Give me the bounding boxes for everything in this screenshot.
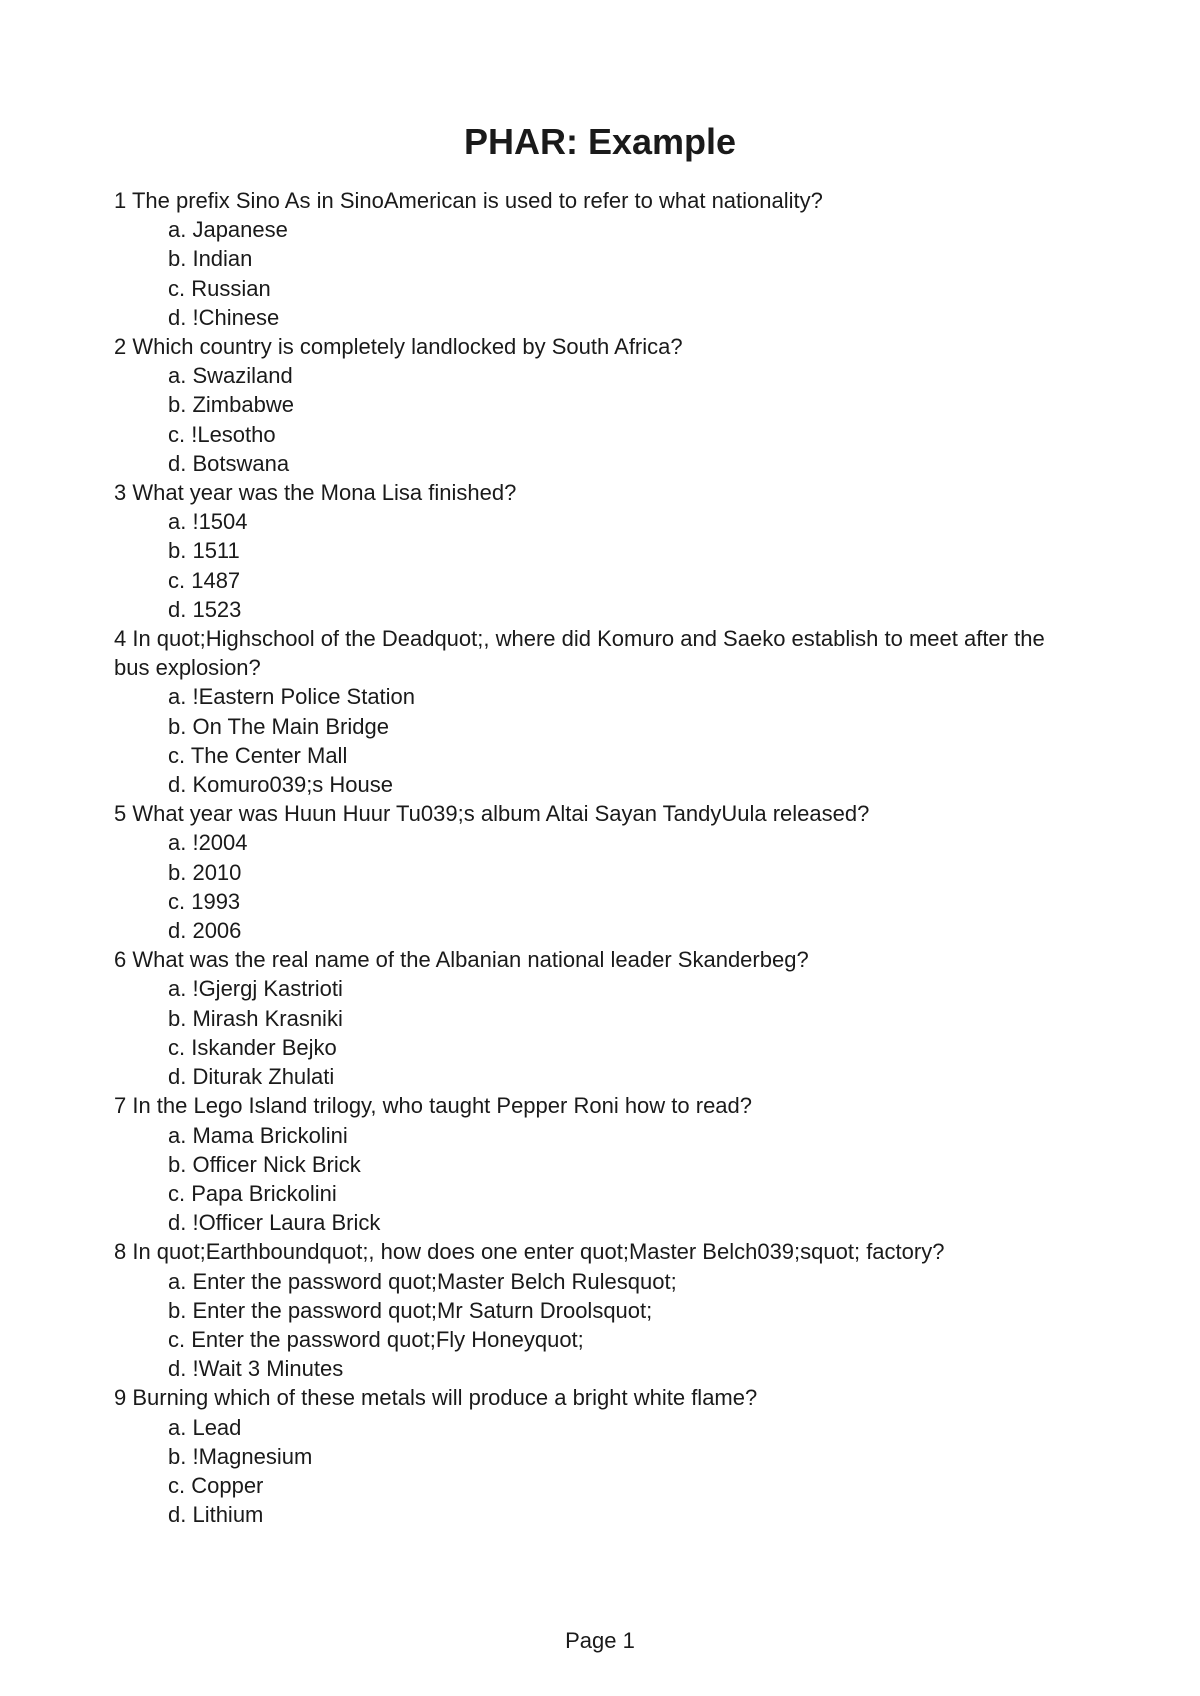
question-text: 8 In quot;Earthboundquot;, how does one enter quot;Master Belch039;squot; factory?: [114, 1239, 945, 1265]
option-c: c. The Center Mall: [168, 742, 348, 768]
question-text: 1 The prefix Sino As in SinoAmerican is used to refer to what nationality?: [114, 188, 823, 213]
option-b: b. Indian: [168, 246, 253, 272]
option-list: [114, 682, 1074, 799]
question-6: [114, 945, 1074, 1091]
option-a: a. Lead: [168, 1414, 242, 1440]
question-text: 9 Burning which of these metals will produce a bright white flame?: [114, 1385, 758, 1411]
question-2: [114, 332, 1074, 478]
option-a: a. !1504: [168, 509, 248, 535]
option-d: d. Botswana: [168, 450, 290, 476]
question-3: [114, 478, 1074, 624]
option-c: c. 1993: [168, 888, 241, 914]
page-number: Page 1: [565, 1628, 635, 1653]
option-d: d. !Wait 3 Minutes: [168, 1356, 344, 1382]
option-d: d. 2006: [168, 918, 242, 944]
option-list: [114, 1267, 1074, 1384]
option-a: a. !Eastern Police Station: [168, 684, 416, 710]
question-text: 6 What was the real name of the Albanian national leader Skanderbeg?: [114, 947, 809, 973]
option-b: b. 1511: [168, 538, 240, 564]
question-7: [114, 1091, 1074, 1237]
question-text: 4 In quot;Highschool of the Deadquot;, where did Komuro and Saeko establish to meet after the bus explosion?: [114, 626, 1045, 681]
question-8: [114, 1237, 1074, 1383]
option-a: a. Japanese: [168, 217, 288, 243]
option-list: [114, 361, 1074, 478]
option-d: d. 1523: [168, 596, 242, 622]
option-b: b. Mirash Krasniki: [168, 1005, 343, 1031]
option-a: a. !2004: [168, 830, 248, 856]
option-c: c. Iskander Bejko: [168, 1034, 337, 1060]
question-4: [114, 624, 1074, 799]
option-d: d. Diturak Zhulati: [168, 1064, 335, 1090]
option-a: a. Enter the password quot;Master Belch Rulesquot;: [168, 1268, 677, 1294]
question-text: 3 What year was the Mona Lisa finished?: [114, 480, 517, 506]
option-list: [114, 215, 1074, 332]
quiz-question-list: [114, 186, 1074, 1529]
option-a: a. Mama Brickolini: [168, 1122, 348, 1148]
option-c: c. !Lesotho: [168, 421, 276, 447]
option-d: d. !Chinese: [168, 304, 280, 330]
question-text: 2 Which country is completely landlocked by South Africa?: [114, 334, 683, 360]
option-b: b. Officer Nick Brick: [168, 1151, 361, 1177]
option-a: a. !Gjergj Kastrioti: [168, 976, 343, 1002]
question-1: [114, 186, 1074, 332]
option-c: c. Copper: [168, 1472, 264, 1498]
option-c: c. Papa Brickolini: [168, 1180, 337, 1206]
option-c: c. Enter the password quot;Fly Honeyquot;: [168, 1326, 584, 1352]
option-list: [114, 828, 1074, 945]
option-b: b. !Magnesium: [168, 1443, 313, 1469]
option-d: d. Lithium: [168, 1502, 264, 1528]
option-b: b. Enter the password quot;Mr Saturn Droolsquot;: [168, 1297, 653, 1323]
option-list: [114, 1413, 1074, 1530]
option-b: b. On The Main Bridge: [168, 713, 389, 739]
option-c: c. Russian: [168, 275, 271, 301]
option-d: d. Komuro039;s House: [168, 772, 394, 798]
option-b: b. Zimbabwe: [168, 392, 294, 418]
option-d: d. !Officer Laura Brick: [168, 1210, 381, 1236]
question-text: 5 What year was Huun Huur Tu039;s album Altai Sayan TandyUula released?: [114, 801, 870, 827]
option-b: b. 2010: [168, 859, 242, 885]
question-text: 7 In the Lego Island trilogy, who taught Pepper Roni how to read?: [114, 1093, 753, 1119]
option-list: [114, 1121, 1074, 1238]
option-a: a. Swaziland: [168, 363, 293, 389]
question-5: [114, 799, 1074, 945]
page-title: PHAR: Example: [463, 121, 737, 162]
option-list: [114, 974, 1074, 1091]
option-c: c. 1487: [168, 567, 241, 593]
option-list: [114, 507, 1074, 624]
question-9: [114, 1383, 1074, 1529]
